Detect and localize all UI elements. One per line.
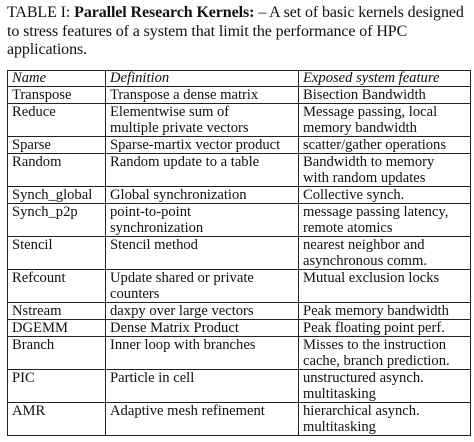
cell-name: DGEMM xyxy=(8,320,106,337)
cell-feature xyxy=(299,270,471,303)
caption-label: TABLE I: xyxy=(7,4,75,21)
cell-definition-line: Stencil method xyxy=(110,237,198,253)
cell-definition xyxy=(106,204,299,237)
cell-name: Nstream xyxy=(8,303,106,320)
cell-feature-line: multitasking xyxy=(303,386,376,402)
cell-feature-line: message passing latency, xyxy=(303,204,449,220)
cell-definition-line: Global synchronization xyxy=(110,187,247,203)
cell-definition xyxy=(106,270,299,303)
cell-feature xyxy=(299,303,471,320)
cell-definition xyxy=(106,320,299,337)
table-row xyxy=(8,270,471,303)
table-row xyxy=(8,87,471,104)
cell-name: Transpose xyxy=(8,87,106,104)
cell-definition xyxy=(106,403,299,436)
table-header-row xyxy=(8,71,471,87)
table-row xyxy=(8,104,471,137)
caption-text: – A set of basic kernels designed to stress features of a system that limit the performance of HPC applications. xyxy=(7,4,464,59)
table-row xyxy=(8,187,471,204)
cell-feature xyxy=(299,370,471,403)
table-body xyxy=(8,87,471,436)
cell-definition xyxy=(106,370,299,403)
cell-definition-line: Particle in cell xyxy=(110,370,195,386)
cell-feature xyxy=(299,204,471,237)
table-row xyxy=(8,403,471,436)
cell-name: Stencil xyxy=(8,237,106,270)
cell-feature-line: Misses to the instruction xyxy=(303,337,447,353)
table-row xyxy=(8,237,471,270)
cell-feature-line: memory bandwidth xyxy=(303,120,417,136)
cell-definition-line: Sparse-martix vector product xyxy=(110,137,281,153)
table-row xyxy=(8,337,471,370)
header-definition: Definition xyxy=(106,71,299,87)
cell-feature-line: Bisection Bandwidth xyxy=(303,87,426,103)
cell-definition-line: multiple private vectors xyxy=(110,120,249,136)
header-feature: Exposed system feature xyxy=(299,71,471,87)
cell-feature xyxy=(299,403,471,436)
cell-definition-line: synchronization xyxy=(110,220,204,236)
cell-definition xyxy=(106,303,299,320)
cell-name: Branch xyxy=(8,337,106,370)
cell-feature-line: with random updates xyxy=(303,170,426,186)
cell-feature-line: scatter/gather operations xyxy=(303,137,447,153)
cell-definition-line: Transpose a dense matrix xyxy=(110,87,259,103)
cell-definition xyxy=(106,104,299,137)
kernels-table xyxy=(7,70,471,436)
caption-title: Parallel Research Kernels: xyxy=(74,4,255,21)
cell-name: Synch_global xyxy=(8,187,106,204)
cell-feature-line: hierarchical asynch. xyxy=(303,403,420,419)
cell-feature xyxy=(299,320,471,337)
cell-definition-line: Elementwise sum of xyxy=(110,104,230,120)
cell-definition xyxy=(106,87,299,104)
cell-name: Reduce xyxy=(8,104,106,137)
cell-name: AMR xyxy=(8,403,106,436)
cell-feature-line: Bandwidth to memory xyxy=(303,154,435,170)
cell-feature-line: remote atomics xyxy=(303,220,393,236)
table-row xyxy=(8,137,471,154)
cell-definition xyxy=(106,337,299,370)
cell-definition xyxy=(106,154,299,187)
cell-definition-line: counters xyxy=(110,286,160,302)
cell-feature-line: multitasking xyxy=(303,419,376,435)
table-row xyxy=(8,204,471,237)
cell-definition-line: Dense Matrix Product xyxy=(110,320,239,336)
table-row xyxy=(8,370,471,403)
table-caption xyxy=(7,4,469,60)
cell-feature xyxy=(299,154,471,187)
cell-definition-line: daxpy over large vectors xyxy=(110,303,254,319)
cell-definition-line: point-to-point xyxy=(110,204,192,220)
cell-feature-line: Collective synch. xyxy=(303,187,405,203)
header-name: Name xyxy=(8,71,106,87)
cell-name: Refcount xyxy=(8,270,106,303)
cell-feature xyxy=(299,337,471,370)
table-row xyxy=(8,303,471,320)
cell-name: PIC xyxy=(8,370,106,403)
cell-feature-line: Peak memory bandwidth xyxy=(303,303,449,319)
cell-name: Sparse xyxy=(8,137,106,154)
cell-feature-line: Message passing, local xyxy=(303,104,438,120)
cell-feature-line: cache, branch prediction. xyxy=(303,353,450,369)
cell-feature xyxy=(299,137,471,154)
cell-definition-line: Inner loop with branches xyxy=(110,337,256,353)
cell-feature xyxy=(299,87,471,104)
cell-definition xyxy=(106,237,299,270)
cell-feature-line: Mutual exclusion locks xyxy=(303,270,440,286)
cell-definition-line: Random update to a table xyxy=(110,154,260,170)
cell-feature-line: nearest neighbor and xyxy=(303,237,425,253)
cell-feature xyxy=(299,237,471,270)
cell-definition xyxy=(106,187,299,204)
cell-name: Synch_p2p xyxy=(8,204,106,237)
cell-definition-line: Adaptive mesh refinement xyxy=(110,403,265,419)
cell-feature-line: unstructured asynch. xyxy=(303,370,424,386)
table-row xyxy=(8,320,471,337)
cell-definition-line: Update shared or private xyxy=(110,270,254,286)
cell-name: Random xyxy=(8,154,106,187)
cell-feature xyxy=(299,187,471,204)
table-row xyxy=(8,154,471,187)
cell-feature-line: asynchronous comm. xyxy=(303,253,428,269)
cell-definition xyxy=(106,137,299,154)
cell-feature-line: Peak floating point perf. xyxy=(303,320,445,336)
cell-feature xyxy=(299,104,471,137)
